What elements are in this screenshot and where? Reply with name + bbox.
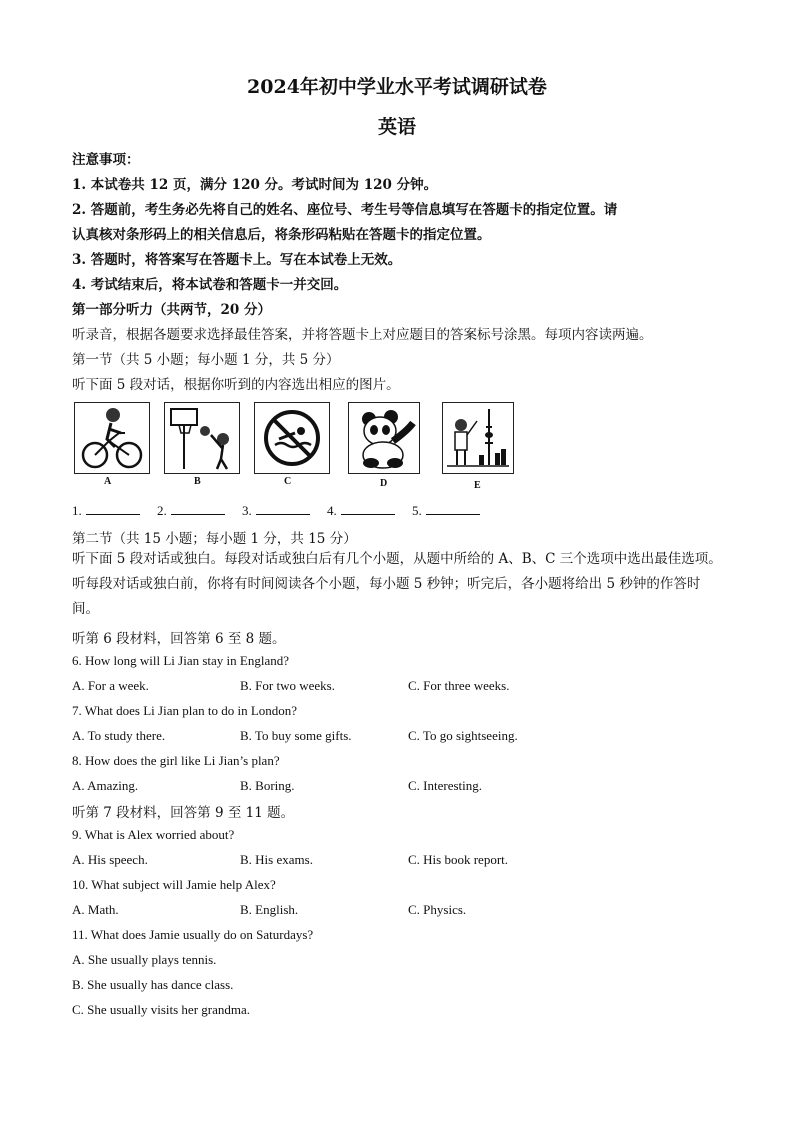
section2-heading: 第二节（共 15 小题；每小题 1 分，共 15 分） [72,531,357,547]
q8-option-b: B. Boring. [240,778,295,793]
q11-option-a: A. She usually plays tennis. [72,952,217,967]
notice-item-4: 4. 考试结束后，将本试卷和答题卡一并交回。 [72,277,348,293]
notice-heading: 注意事项： [72,152,140,168]
no-swimming-icon [255,403,329,473]
panda-icon [349,403,419,473]
answer-blanks [72,502,494,519]
picture-label-e: E [474,480,481,491]
basketball-hoop-icon [165,403,239,473]
q7-option-a: A. To study there. [72,728,166,743]
q10-option-a: A. Math. [72,902,119,917]
part1-instruction: 听录音，根据各题要求选择最佳答案，并将答题卡上对应题目的答案标号涂黑。每项内容读两遍。 [72,327,653,343]
q10-option-c: C. Physics. [408,902,467,917]
q6-option-a: A. For a week. [72,678,149,693]
picture-c-no-swimming [254,402,330,474]
question-10: 10. What subject will Jamie help Alex? [72,877,276,892]
picture-label-c: C [284,476,292,487]
question-11: 11. What does Jamie usually do on Saturdays? [72,927,314,942]
picture-a-bike [74,402,150,474]
q6-option-b: B. For two weeks. [240,678,335,693]
answer-blank-4[interactable]: 4. [327,502,395,519]
q7-option-c: C. To go sightseeing. [408,728,518,743]
question-8: 8. How does the girl like Li Jian’s plan? [72,753,280,768]
answer-blank-5[interactable]: 5. [412,502,480,519]
q9-option-b: B. His exams. [240,852,313,867]
picture-label-a: A [104,476,112,487]
material-6-heading: 听第 6 段材料，回答第 6 至 8 题。 [72,631,286,647]
notice-item-3: 3. 答题时，将答案写在答题卡上。写在本试卷上无效。 [72,252,402,268]
part1-heading: 第一部分听力（共两节，20 分） [72,302,271,318]
subject-title: 英语 [377,116,416,138]
picture-label-b: B [194,476,201,487]
q8-option-a: A. Amazing. [72,778,139,793]
answer-blank-3[interactable]: 3. [242,502,310,519]
bicycle-icon [75,403,149,473]
material-7-heading: 听第 7 段材料，回答第 9 至 11 题。 [72,805,295,821]
q6-option-c: C. For three weeks. [408,678,510,693]
q11-option-b: B. She usually has dance class. [72,977,234,992]
question-9: 9. What is Alex worried about? [72,827,235,842]
q8-option-c: C. Interesting. [408,778,483,793]
notice-item-1: 1. 本试卷共 12 页，满分 120 分。考试时间为 120 分钟。 [72,177,438,193]
question-6: 6. How long will Li Jian stay in England? [72,653,290,668]
q11-option-c: C. She usually visits her grandma. [72,1002,251,1017]
section1-instruction: 听下面 5 段对话，根据你听到的内容选出相应的图片。 [72,377,400,393]
answer-blank-1[interactable]: 1. [72,502,140,519]
answer-blank-2[interactable]: 2. [157,502,225,519]
picture-b-basketball [164,402,240,474]
picture-label-d: D [380,478,388,489]
exam-title: 2024年初中学业水平考试调研试卷 [247,76,547,98]
q7-option-b: B. To buy some gifts. [240,728,352,743]
section2-instruction: 听下面 5 段对话或独白。每段对话或独白后有几个小题，从题中所给的 A、B、C 三个选项中选出最佳选项。听每段对话或独白前，你将有时间阅读各个小题，每小题 5 秒钟；听完后，各小题将给出 5 秒钟的作答时间。 [72,551,722,617]
question-7: 7. What does Li Jian plan to do in London? [72,703,298,718]
q9-option-a: A. His speech. [72,852,148,867]
picture-d-panda [348,402,420,474]
notice-item-2-cont: 认真核对条形码上的相关信息后，将条形码粘贴在答题卡的指定位置。 [72,227,491,243]
picture-e-tower [442,402,514,474]
notice-item-2: 2. 答题前，考生务必先将自己的姓名、座位号、考生号等信息填写在答题卡的指定位置。请 [72,202,618,218]
section1-heading: 第一节（共 5 小题；每小题 1 分，共 5 分） [72,352,340,368]
tower-icon [443,403,513,473]
q9-option-c: C. His book report. [408,852,509,867]
q10-option-b: B. English. [240,902,299,917]
